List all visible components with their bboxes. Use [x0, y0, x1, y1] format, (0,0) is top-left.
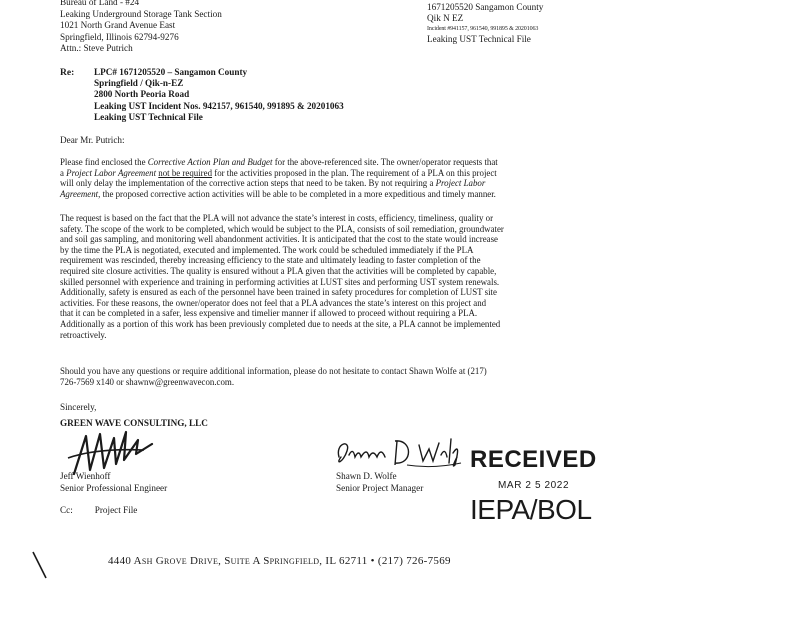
salutation: Dear Mr. Putrich:: [60, 135, 125, 145]
signatory-name: Jeff Wienhoff: [60, 471, 111, 481]
signature-wolfe: [333, 435, 463, 471]
paragraph-line: safety. The scope of the work to be completed, which would be subject to the PLA, consists of soil remediation, groundwater: [60, 223, 504, 234]
paragraph-line: and soil gas sampling, and monitoring well abandonment activities. It is anticipated that the cost to the state would increase: [60, 234, 498, 245]
subject-line: Leaking UST Technical File: [94, 111, 203, 122]
cc-value: Project File: [94, 505, 138, 515]
pla-term-italic: Project Labor Agreement: [66, 167, 157, 178]
subject-line: 2800 North Peoria Road: [94, 89, 190, 100]
re-label: Re:: [60, 68, 75, 78]
address-line: Attn.: Steve Putrich: [60, 43, 133, 54]
corner-line: Incident #941157, 961540, 991895 & 20201063: [427, 26, 539, 32]
document-title-italic: Corrective Action Plan and Budget: [147, 157, 273, 167]
text-run: for the activities proposed in the plan. The requirement of a PLA on this project: [212, 167, 497, 178]
pla-term-italic: Agreement: [60, 188, 99, 199]
paragraph-line: skilled personnel with experience and training in performing activities at LUST sites and performing UST system renewals.: [60, 276, 500, 287]
paragraph-line: Additionally as a portion of this work has been previously completed due to needs at the site, a PLA cannot be implemented: [60, 318, 501, 329]
paragraph-line: [60, 157, 580, 168]
carbon-copy: [60, 505, 137, 515]
paragraph-contact: [60, 366, 580, 387]
recipient-address: [60, 0, 222, 55]
subject-line: Springfield / Qik-n-EZ: [94, 78, 184, 89]
paragraph-line: 726-7569 x140 or shawnw@greenwavecon.com.: [60, 376, 235, 387]
paragraph-line: activities. For these reasons, the owner/operator does not feel that a PLA advances the state’s interest on this project and: [60, 297, 487, 308]
subject-line: Leaking UST Incident Nos. 942157, 961540, 991895 & 20201063: [94, 100, 344, 111]
received-stamp: RECEIVED: [470, 446, 597, 473]
paragraph-line: requirement was rescinded, thereby increasing efficiency to the state and ultimately leading to faster completion of the: [60, 255, 481, 266]
signatory-wienhoff: [60, 471, 167, 494]
address-line: Leaking Underground Storage Tank Section: [60, 8, 222, 19]
paragraph-line: Should you have any questions or require additional information, please do not hesitate to contact Shawn Wolfe at (217): [60, 366, 487, 376]
text-run: Please find enclosed the: [60, 157, 148, 167]
pla-term-italic: Project Labor: [435, 178, 486, 189]
paragraph-line: required site closure activities. The quality is ensured without a PLA given that the activities will be completed by capable,: [60, 265, 497, 276]
company-name: GREEN WAVE CONSULTING, LLC: [60, 418, 208, 428]
closing-sincerely: Sincerely,: [60, 402, 97, 412]
text-run: , the proposed corrective action activities will be able to be completed in a more expeditious and timely manner.: [98, 188, 496, 199]
paragraph-line: retroactively.: [60, 329, 107, 340]
corner-line: 1671205520 Sangamon County: [427, 2, 544, 12]
address-line: 1021 North Grand Avenue East: [60, 20, 176, 31]
subject-line: LPC# 1671205520 – Sangamon County: [94, 67, 248, 77]
paragraph-line: [60, 189, 580, 200]
scan-edge-mark: [30, 550, 50, 582]
paragraph-line: The request is based on the fact that the PLA will not advance the state’s interest in costs, efficiency, timeliness, quality or: [60, 213, 494, 223]
paragraph-line: that it can be completed in a safer, less expensive and timelier manner if allowed to proceed without requiring a PLA.: [60, 308, 478, 319]
paragraph-line: Additionally, safety is ensured as each of the personnel have been trained in safety procedures for completion of LUST site: [60, 287, 497, 298]
underlined-phrase: not be required: [158, 167, 213, 178]
signatory-name: Shawn D. Wolfe: [336, 471, 397, 481]
text-run: for the above-referenced site. The owner/operator requests that: [272, 157, 498, 167]
received-stamp-department: IEPA/BOL: [470, 494, 592, 525]
address-line: Springfield, Illinois 62794-9276: [60, 31, 179, 42]
letterhead-footer: 4440 Ash Grove Drive, Suite A Springfield, IL 62711 • (217) 726-7569: [108, 555, 451, 567]
text-run: a: [60, 167, 67, 178]
paragraph-line: [60, 168, 580, 179]
signatory-title: Senior Professional Engineer: [60, 482, 168, 493]
subject-block: [94, 67, 344, 123]
received-stamp-date: MAR 2 5 2022: [498, 480, 570, 491]
file-reference-corner: [427, 2, 543, 45]
corner-line: Qik N EZ: [427, 13, 464, 23]
paragraph-line: by the time the PLA is negotiated, executed and implemented. The work could be scheduled immediately if the PLA: [60, 244, 474, 255]
text-run: will only delay the implementation of the corrective action steps that need to be taken. By not requiring a: [60, 178, 436, 189]
paragraph-justification: [60, 213, 580, 340]
cc-label: Cc:: [60, 505, 73, 515]
address-line: Bureau of Land - #24: [60, 0, 140, 7]
signatory-title: Senior Project Manager: [336, 482, 424, 493]
paragraph-line: [60, 178, 580, 189]
paragraph-request: [60, 157, 580, 199]
signatory-wolfe: [336, 471, 423, 494]
corner-line: Leaking UST Technical File: [427, 34, 531, 44]
